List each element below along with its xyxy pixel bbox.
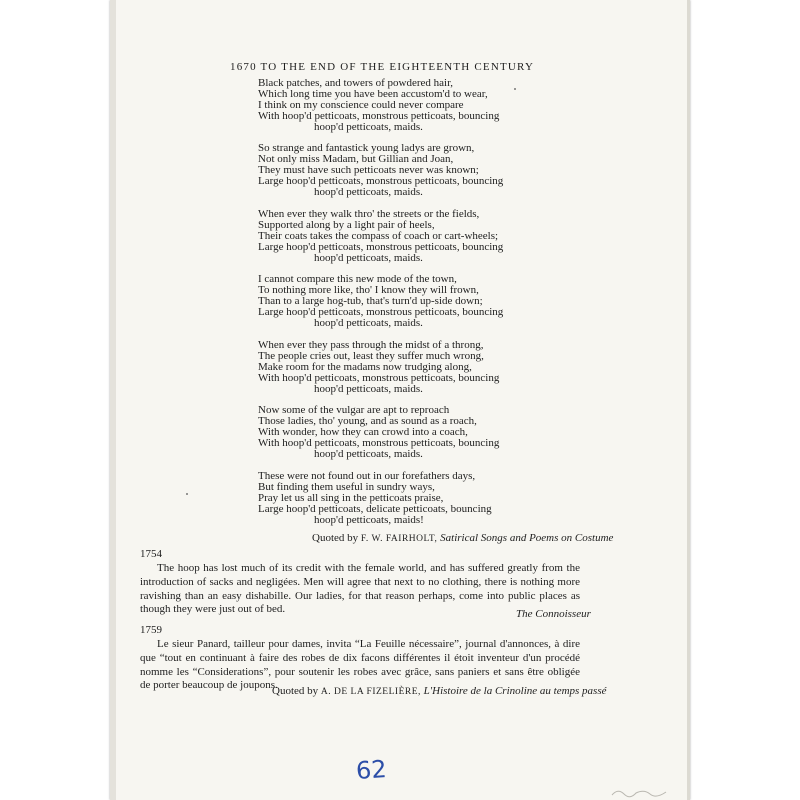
source-work: L'Histoire de la Crinoline au temps passé <box>423 685 607 697</box>
poem-stanza <box>258 78 578 133</box>
poem-line: To nothing more like, tho' I know they will frown, <box>258 283 479 296</box>
source-prefix: Quoted by <box>272 685 319 697</box>
attribution-work: Satirical Songs and Poems on Costume <box>440 532 614 544</box>
entry-text-1754: The hoop has lost much of its credit with the female world, and has suffered greatly from the introduction of sacks and negligées. Men will agree that next to no clothing, there is nothing more ravishing than an easy dishabille. Our ladies, for that reason perhaps, come into public places as though they were just out of bed. <box>140 562 580 616</box>
poem-line: hoop'd petticoats, maids. <box>314 447 423 460</box>
poem-line: Black patches, and towers of powdered hair, <box>258 77 454 89</box>
poem-line: But finding them useful in sundry ways, <box>258 480 435 493</box>
poem-line: hoop'd petticoats, maids. <box>314 251 423 264</box>
poem-line: These were not found out in our forefathers days, <box>258 470 476 482</box>
ink-speck <box>186 493 188 495</box>
poem-line: Large hoop'd petticoats, monstrous petticoats, bouncing <box>258 305 504 318</box>
poem-line: With hoop'd petticoats, monstrous petticoats, bouncing <box>258 109 500 122</box>
poem-line: hoop'd petticoats, maids. <box>314 316 423 329</box>
pencil-mark <box>610 786 670 798</box>
poem-attribution <box>312 532 613 544</box>
entry-year-1759: 1759 <box>140 624 162 636</box>
poem-line: Make room for the madams now trudging along, <box>258 360 472 373</box>
sheet-right-edge <box>687 0 690 800</box>
poem-line: Supported along by a light pair of heels, <box>258 218 435 231</box>
poem-line: hoop'd petticoats, maids! <box>314 513 424 526</box>
poem-line: Which long time you have been accustom'd to wear, <box>258 87 488 100</box>
poem-line: Not only miss Madam, but Gillian and Joan, <box>258 152 454 165</box>
source-author: A. DE LA FIZELIÈRE, <box>320 687 421 697</box>
entry-text-1759: Le sieur Panard, tailleur pour dames, invita “La Feuille nécessaire”, journal d'annonces, à dire que “tout en continuant à faire des robes de dix facons différentes il étoit inventeur d'un procédé nomme les “Considerations”, pour soutenir les robes avec grâce, sans paniers et sans être obligée de porter beaucoup de joupons. <box>140 638 580 692</box>
poem-line: Large hoop'd petticoats, monstrous petticoats, bouncing <box>258 240 504 253</box>
poem-line: hoop'd petticoats, maids. <box>314 382 423 395</box>
poem-stanza <box>258 340 578 395</box>
poem-line: When ever they pass through the midst of a throng, <box>258 339 484 351</box>
poem-stanza <box>258 143 578 198</box>
poem-stanza <box>258 274 578 329</box>
poem-line: hoop'd petticoats, maids. <box>314 185 423 198</box>
poem-stanza <box>258 405 578 460</box>
poem-line: So strange and fantastick young ladys are grown, <box>258 142 475 154</box>
poem-line: When ever they walk thro' the streets or the fields, <box>258 208 480 220</box>
poem-line: Now some of the vulgar are apt to reproach <box>258 404 450 416</box>
poem-line: I cannot compare this new mode of the town, <box>258 273 457 285</box>
sheet-left-edge <box>110 0 116 800</box>
running-heading: 1670 TO THE END OF THE EIGHTEENTH CENTURY <box>230 61 535 73</box>
poem-line: Than to a large hog-tub, that's turn'd up-side down; <box>258 294 483 307</box>
poem-line: I think on my conscience could never compare <box>258 98 464 111</box>
entry-source-1759 <box>272 685 607 697</box>
poem-line: Pray let us all sing in the petticoats praise, <box>258 491 444 504</box>
ink-speck <box>514 88 516 90</box>
poem-line: With hoop'd petticoats, monstrous petticoats, bouncing <box>258 436 500 449</box>
poem-line: With hoop'd petticoats, monstrous petticoats, bouncing <box>258 371 500 384</box>
attribution-author: F. W. FAIRHOLT, <box>360 534 438 544</box>
poem-line: hoop'd petticoats, maids. <box>314 120 423 133</box>
entry-source-1754: The Connoisseur <box>516 608 591 620</box>
poem-line: They must have such petticoats never was known; <box>258 163 479 176</box>
poem-line: With wonder, how they can crowd into a coach, <box>258 425 468 438</box>
entry-year-1754: 1754 <box>140 548 162 560</box>
poem-line: Large hoop'd petticoats, delicate petticoats, bouncing <box>258 502 492 515</box>
poem-line: Their coats takes the compass of coach or cart-wheels; <box>258 229 499 242</box>
attribution-prefix: Quoted by <box>312 532 359 544</box>
poem-stanza <box>258 471 578 526</box>
poem-line: Large hoop'd petticoats, monstrous petticoats, bouncing <box>258 174 504 187</box>
handwritten-page-number: 62 <box>355 754 388 786</box>
poem-line: The people cries out, least they suffer much wrong, <box>258 349 484 362</box>
poem-line: Those ladies, tho' young, and as sound as a roach, <box>258 414 477 427</box>
poem-stanza <box>258 209 578 264</box>
